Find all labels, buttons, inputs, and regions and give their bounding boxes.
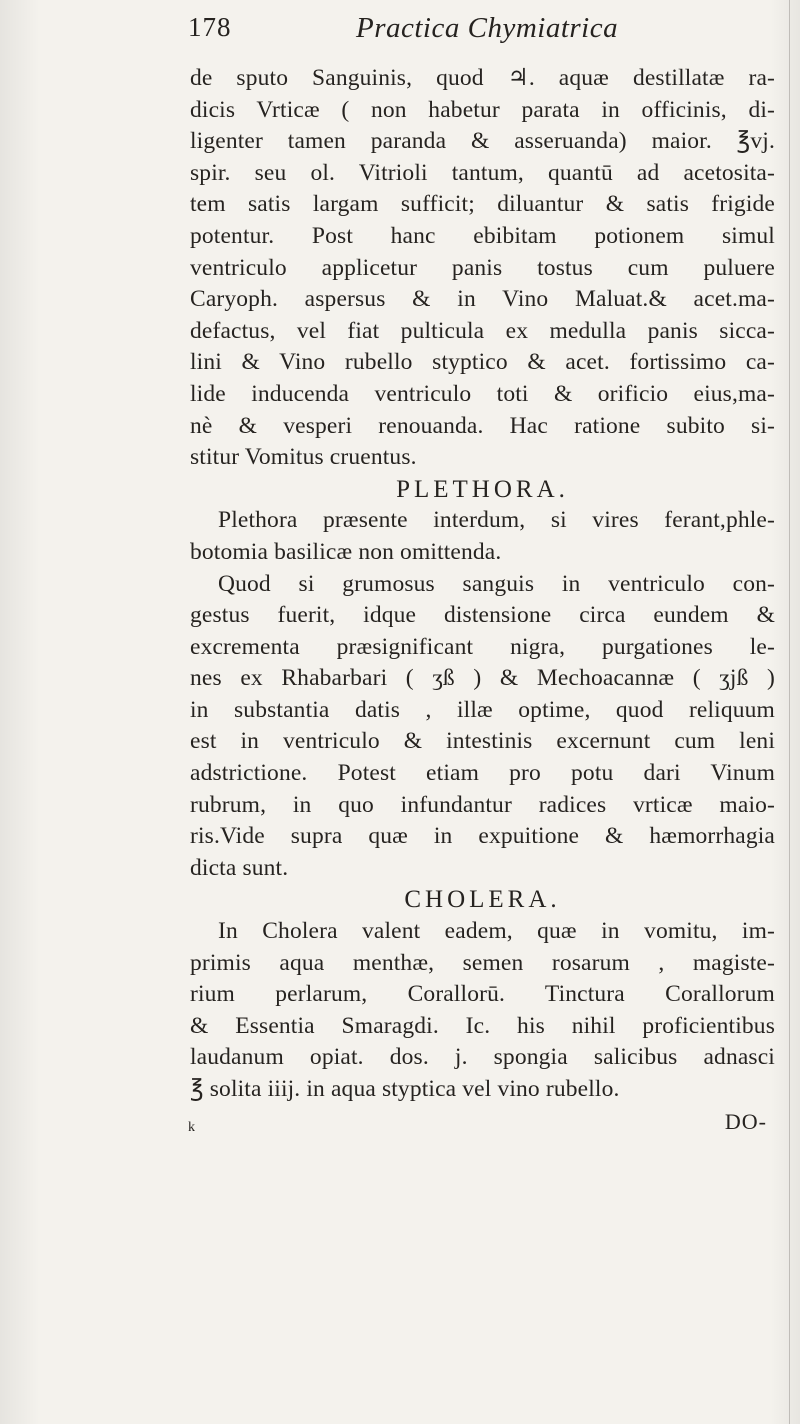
text-line: stitur Vomitus cruentus.: [190, 444, 417, 471]
text-line: nes ex Rhabarbari ( ʒß ) & Mechoacannæ ( ʒjß ): [190, 665, 775, 692]
page-number: 178: [188, 12, 232, 42]
text-line: de sputo Sanguinis, quod ♃. aquæ destillatæ ra-: [190, 65, 775, 91]
text-line: nè & vesperi renouanda. Hac ratione subito si-: [190, 412, 775, 439]
text-line: est in ventriculo & intestinis excernunt cum leni: [190, 728, 775, 755]
text-line: Caryoph. aspersus & in Vino Maluat.& acet.ma-: [190, 286, 775, 313]
signature-mark: k: [188, 1119, 195, 1135]
text-line: laudanum opiat. dos. j. spongia salicibus adnasci: [190, 1044, 775, 1071]
section-heading-cholera: CHOLERA.: [404, 886, 561, 914]
page-header: [188, 12, 760, 52]
text-line: botomia basilicæ non omittenda.: [190, 538, 502, 565]
text-line: Quod si grumosus sanguis in ventriculo con-: [218, 570, 775, 597]
text-line: excrementa præsignificant nigra, purgationes le-: [190, 633, 775, 660]
catchword: DO-: [724, 1108, 767, 1134]
text-line: ℥ solita iiij. in aqua styptica vel vino rubello.: [190, 1076, 620, 1102]
text-line: & Essentia Smaragdi. Ic. his nihil proficientibus: [190, 1012, 775, 1039]
page-edge-line: [789, 0, 790, 1424]
text-line: lini & Vino rubello styptico & acet. fortissimo ca-: [190, 349, 775, 376]
text-line: dicis Vrticæ ( non habetur parata in officinis, di-: [190, 96, 775, 123]
text-line: Plethora præsente interdum, si vires ferant,phle-: [218, 507, 775, 534]
text-line: rubrum, in quo infundantur radices vrticæ maio-: [190, 791, 775, 818]
running-head: Practica Chymiatrica: [356, 12, 619, 44]
main-text: [190, 63, 775, 1137]
text-line: adstrictione. Potest etiam pro potu dari Vinum: [190, 760, 775, 787]
text-line: gestus fuerit, idque distensione circa eundem &: [190, 602, 775, 629]
text-line: defactus, vel fiat pulticula ex medulla panis sicca-: [190, 317, 775, 344]
text-line: ventriculo applicetur panis tostus cum puluere: [190, 254, 775, 281]
text-line: spir. seu ol. Vitrioli tantum, quantū ad acetosita-: [190, 159, 775, 186]
page-footer: [190, 1106, 775, 1138]
text-line: In Cholera valent eadem, quæ in vomitu, im-: [218, 918, 775, 945]
text-line: lide inducenda ventriculo toti & orificio eius,ma-: [190, 380, 775, 407]
section-heading-plethora: PLETHORA.: [396, 475, 569, 503]
text-line: ris.Vide supra quæ in expuitione & hæmorrhagia: [190, 823, 775, 850]
text-line: primis aqua menthæ, semen rosarum , magiste-: [190, 949, 775, 976]
text-line: ligenter tamen paranda & asseruanda) maior. ℥vj.: [190, 128, 775, 155]
text-line: in substantia datis , illæ optime, quod reliquum: [190, 696, 775, 723]
text-line: tem satis largam sufficit; diluantur & satis frigide: [190, 191, 775, 218]
text-line: dicta sunt.: [190, 854, 289, 881]
text-line: potentur. Post hanc ebibitam potionem simul: [190, 222, 775, 249]
text-line: rium perlarum, Corallorū. Tinctura Corallorum: [190, 981, 775, 1008]
